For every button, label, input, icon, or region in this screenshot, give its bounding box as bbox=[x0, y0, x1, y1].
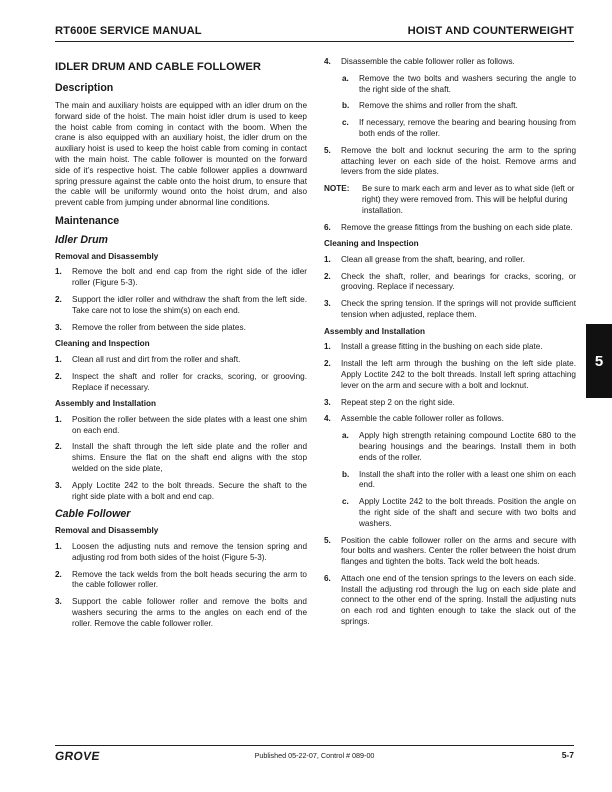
list-item bbox=[324, 536, 576, 568]
list-item bbox=[324, 398, 576, 409]
step-number: 4. bbox=[324, 57, 331, 66]
step4-sublist bbox=[324, 74, 576, 140]
grove-logo: GROVE bbox=[54, 749, 101, 763]
sub-list-item bbox=[324, 497, 576, 529]
step-text: Support the cable follower roller and remove the bolts and washers securing the arms to the angles on each end of the roller. Remove the cable follower roller. bbox=[72, 597, 307, 628]
cf-assembly-list-b bbox=[324, 536, 576, 628]
step-number: 2. bbox=[55, 295, 62, 305]
list-item bbox=[324, 272, 576, 294]
maintenance-heading: Maintenance bbox=[55, 214, 120, 227]
list-item bbox=[55, 442, 307, 474]
step-number: b. bbox=[342, 469, 350, 479]
list-item bbox=[324, 223, 576, 234]
right-column bbox=[324, 57, 576, 634]
step-text: Remove the two bolts and washers securing the angle to the right side of the shaft. bbox=[359, 73, 576, 94]
step-text: Clean all grease from the shaft, bearing, and roller. bbox=[341, 254, 525, 264]
step-text: Apply Loctite 242 to the bolt threads. Secure the shaft to the right side plate with a bolt and end cap. bbox=[72, 480, 307, 501]
note-block bbox=[324, 184, 576, 216]
step-number: 3. bbox=[324, 299, 331, 309]
cf-cleaning-heading: Cleaning and Inspection bbox=[324, 239, 419, 249]
note-text: Be sure to mark each arm and lever as to what side (left or right) they were removed from. This will be helpful during installation. bbox=[362, 184, 575, 215]
manual-title: RT600E SERVICE MANUAL bbox=[55, 25, 202, 37]
step-text: Install the left arm through the bushing on the left side plate. Apply Loctite 242 to the bolt threads. Install left spring attaching lever on the arm and secure with a bolt and locknut. bbox=[341, 359, 576, 390]
step-number: 1. bbox=[324, 342, 331, 352]
step-number: 6. bbox=[324, 573, 331, 583]
list-item bbox=[324, 414, 576, 425]
sub-list-item bbox=[324, 74, 576, 96]
list-item bbox=[324, 342, 576, 353]
list-item bbox=[55, 570, 307, 592]
list-item bbox=[55, 542, 307, 564]
list-item bbox=[55, 481, 307, 503]
idler-cleaning-heading: Cleaning and Inspection bbox=[55, 339, 150, 349]
step-number: 3. bbox=[55, 480, 62, 490]
step-text: Support the idler roller and withdraw the shaft from the left side. Take care not to lose the shim(s) on each end. bbox=[72, 295, 307, 315]
publication-info: Published 05-22-07, Control # 089-00 bbox=[254, 751, 375, 760]
cf-assembly-list-a bbox=[324, 342, 576, 425]
sub-list-item bbox=[324, 431, 576, 463]
step-text: Apply Loctite 242 to the bolt threads. Position the angle on the right side of the shaft and secure with two bolts and washers. bbox=[359, 497, 576, 528]
cf-assembly-sublist bbox=[324, 431, 576, 529]
step-number: c. bbox=[342, 497, 349, 507]
sub-list-item bbox=[324, 118, 576, 140]
left-column bbox=[55, 57, 307, 636]
step-text: Apply high strength retaining compound Loctite 680 to the bearing housings and the bearings. Install them in both ends of the roller. bbox=[359, 431, 576, 462]
cf-assembly-heading: Assembly and Installation bbox=[324, 326, 426, 336]
page-footer bbox=[55, 745, 574, 762]
step-text: Attach one end of the tension springs to the levers on each side. Install the adjusting rod through the lug on each side plate and connect to the other end of the spring. Install the adjusting nuts on each rod and tighten enough to take the slack out of the springs. bbox=[341, 573, 576, 627]
list-item bbox=[55, 415, 307, 437]
list-item bbox=[324, 359, 576, 391]
step-number: 1. bbox=[55, 267, 62, 277]
step-text: Remove the shims and roller from the shaft. bbox=[359, 101, 518, 111]
step-text: Remove the tack welds from the bolt heads securing the arm to the cable follower roller. bbox=[72, 569, 307, 590]
step-number: 1. bbox=[55, 354, 62, 364]
idler-removal-heading: Removal and Disassembly bbox=[55, 251, 159, 261]
cf-removal-heading: Removal and Disassembly bbox=[55, 526, 159, 536]
step-text: Check the shaft, roller, and bearings for cracks, scoring, or grooving. Replace if necessary. bbox=[341, 271, 576, 292]
step-text: Remove the roller from between the side plates. bbox=[72, 322, 246, 332]
step-text: If necessary, remove the bearing and bearing housing from both ends of the roller. bbox=[359, 118, 576, 138]
idler-assembly-heading: Assembly and Installation bbox=[55, 399, 157, 409]
description-heading: Description bbox=[55, 82, 114, 94]
list-item bbox=[55, 372, 307, 394]
step-text: Remove the bolt and locknut securing the arm to the spring attaching lever on each side of the hoist. Remove arms and levers from the side plates. bbox=[341, 145, 576, 177]
idler-cleaning-list bbox=[55, 355, 307, 393]
list-item bbox=[55, 323, 307, 334]
step-text: Position the cable follower roller on the arms and secure with four bolts and washers. Center the roller between the hoist drum flanges and tighten the bolts. Tack weld the bolt heads. bbox=[341, 535, 576, 567]
step-number: a. bbox=[342, 431, 349, 441]
step-number: 3. bbox=[55, 597, 62, 607]
cf-cleaning-list bbox=[324, 255, 576, 321]
step-text: Assemble the cable follower roller as follows. bbox=[341, 414, 504, 424]
list-item bbox=[324, 255, 576, 266]
step-text: Clean all rust and dirt from the roller and shaft. bbox=[72, 354, 241, 364]
page-number: 5-7 bbox=[561, 750, 574, 760]
step-text: Repeat step 2 on the right side. bbox=[341, 397, 455, 407]
step-text: Position the roller between the side plates with a least one shim on each end. bbox=[72, 414, 307, 435]
step-number: 2. bbox=[324, 359, 331, 369]
sub-list-item bbox=[324, 101, 576, 112]
step-text: Install a grease fitting in the bushing on each side plate. bbox=[341, 342, 543, 352]
step-number: 3. bbox=[55, 322, 62, 332]
step-number: 1. bbox=[324, 254, 331, 264]
step-text: Inspect the shaft and roller for cracks, scoring, or grooving. Replace if necessary. bbox=[72, 371, 307, 392]
cf-removal-list bbox=[55, 542, 307, 630]
step-number: 2. bbox=[324, 271, 331, 281]
step-number: a. bbox=[342, 73, 349, 83]
note-label: NOTE: bbox=[324, 184, 350, 194]
list-item bbox=[324, 574, 576, 628]
step-number: b. bbox=[342, 101, 350, 111]
step-number: 2. bbox=[55, 442, 62, 452]
step-number: 1. bbox=[55, 541, 62, 551]
description-paragraph: The main and auxiliary hoists are equipped with an idler drum on the forward side of the hoist. The main hoist idler drum is used to keep the hoist cable from coming in contact with the boom. When the crane is also equipped with an auxiliary hoist, the idler drum on the auxiliary hoist is used to keep the hoist cable from coming in contact with the main hoist. The cable follower is mounted on the forward side of it’s respective hoist. The cable follower applies a downward spring pressure against the cable onto the hoist drum, to ensure that the cable will be uniformly wound onto the hoist drum, and also prevent cable from jumping under abnormal line conditions. bbox=[55, 101, 307, 208]
idler-assembly-list bbox=[55, 415, 307, 503]
step-text: Remove the bolt and end cap from the right side of the idler roller (Figure 5-3). bbox=[72, 267, 307, 288]
step-text: Loosen the adjusting nuts and remove the tension spring and adjusting rod from both sides of the hoist (Figure 5-3). bbox=[72, 541, 307, 562]
idler-removal-list bbox=[55, 267, 307, 333]
list-item bbox=[55, 267, 307, 289]
list-item bbox=[55, 597, 307, 629]
list-item bbox=[324, 299, 576, 321]
step-number: 1. bbox=[55, 414, 62, 424]
list-item bbox=[55, 295, 307, 317]
step-number: 2. bbox=[55, 371, 62, 381]
step-text: Check the spring tension. If the springs will not provide sufficient tension when adjusted, replace them. bbox=[341, 299, 576, 320]
step-number: c. bbox=[342, 118, 349, 128]
step-number: 2. bbox=[55, 569, 62, 579]
list-item bbox=[55, 355, 307, 366]
step-number: 5. bbox=[324, 145, 331, 155]
step-number: 5. bbox=[324, 535, 331, 545]
list-item bbox=[324, 57, 576, 68]
idler-drum-heading: Idler Drum bbox=[55, 233, 108, 246]
step-number: 3. bbox=[324, 397, 331, 407]
section-title: HOIST AND COUNTERWEIGHT bbox=[407, 25, 574, 37]
step-number: 4. bbox=[324, 414, 331, 424]
page-title: IDLER DRUM AND CABLE FOLLOWER bbox=[55, 61, 261, 73]
sub-list-item bbox=[324, 470, 576, 492]
section-tab: 5 bbox=[586, 324, 612, 398]
step-text: Remove the grease fittings from the bushing on each side plate. bbox=[341, 222, 573, 232]
list-item bbox=[324, 146, 576, 178]
page-header bbox=[55, 23, 574, 42]
step-number: 6. bbox=[324, 222, 331, 232]
step-text: Disassemble the cable follower roller as follows. bbox=[341, 57, 515, 66]
step-text: Install the shaft into the roller with a least one shim on each end. bbox=[359, 469, 576, 490]
cable-follower-heading: Cable Follower bbox=[55, 508, 131, 521]
step-text: Install the shaft through the left side plate and the roller and shims. Ensure the flat on the shaft end aligns with the stop welded on the side plate, bbox=[72, 442, 307, 474]
